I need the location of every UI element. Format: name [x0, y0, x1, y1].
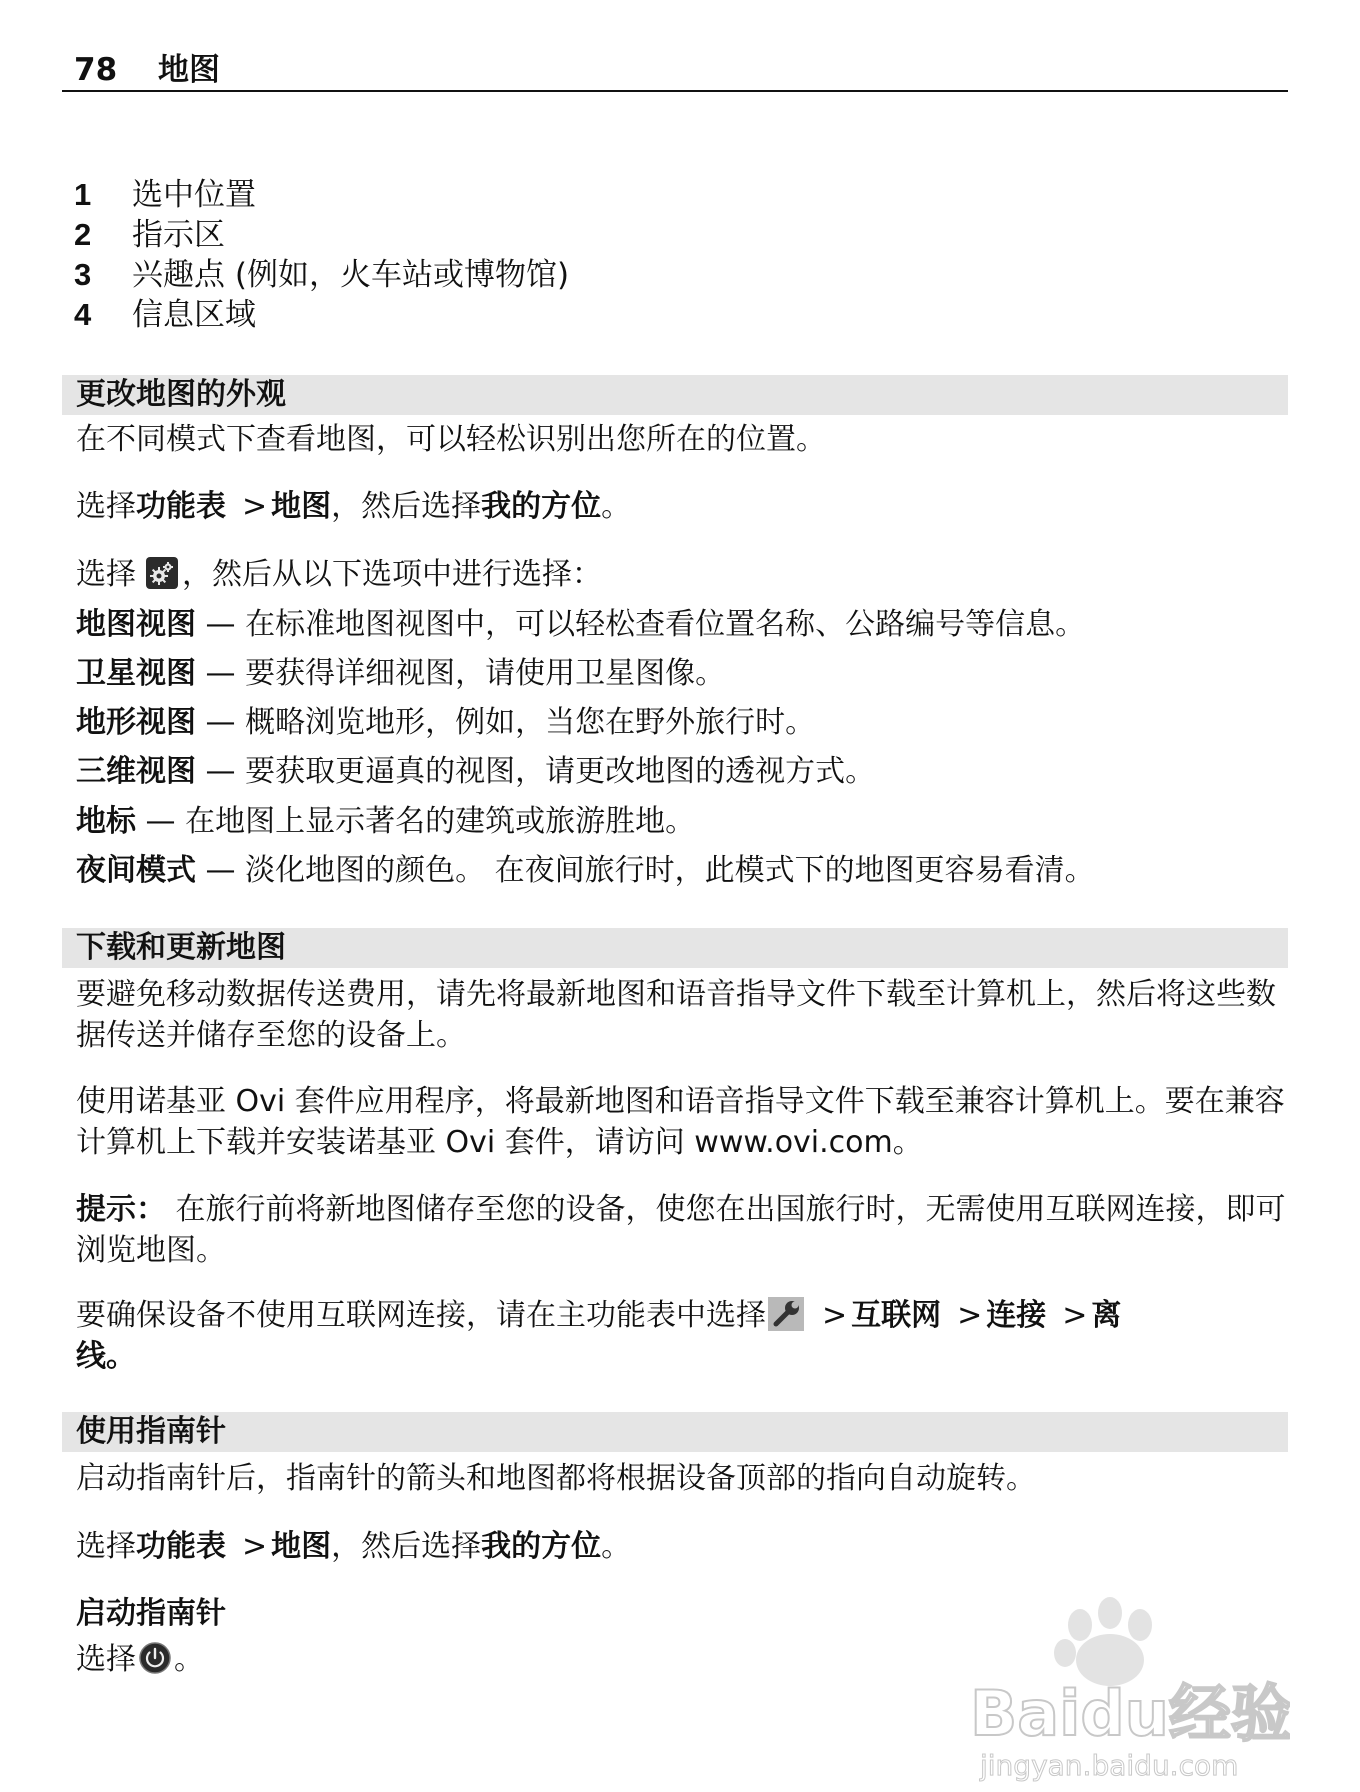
option-row: 夜间模式 — 淡化地图的颜色。 在夜间旅行时，此模式下的地图更容易看清。: [76, 853, 1095, 888]
instruction-paragraph: 选择 。: [76, 1642, 204, 1677]
internet-term: 互联网: [851, 1298, 942, 1333]
section-heading: 使用指南针: [62, 1412, 1288, 1452]
page-number: 78: [74, 52, 118, 88]
paragraph: 要避免移动数据传送费用，请先将最新地图和语音指导文件下载至计算机上，然后将这些数据传送并储存至您的设备上。: [76, 977, 1276, 1053]
option-row: 地标 — 在地图上显示著名的建筑或旅游胜地。: [76, 804, 696, 839]
callout-legend: [74, 175, 569, 335]
option-row: 地形视图 — 概略浏览地形，例如，当您在野外旅行时。: [76, 705, 816, 740]
instruction-paragraph: 选择功能表 > 地图，然后选择我的方位。: [76, 1529, 632, 1564]
tip-paragraph: 提示： 在旅行前将新地图储存至您的设备，使您在出国旅行时，无需使用互联网连接，即可浏览地图。: [76, 1192, 1286, 1268]
section-heading: 更改地图的外观: [62, 375, 1288, 415]
tip-label: 提示：: [76, 1192, 166, 1227]
gear-icon: [146, 557, 178, 589]
power-icon: [138, 1641, 172, 1675]
connection-term: 连接: [986, 1298, 1047, 1333]
menu-term: 功能表: [136, 1529, 226, 1564]
option-row: 三维视图 — 要获取更逼真的视图，请更改地图的透视方式。: [76, 754, 876, 789]
svg-text:jingyan.baidu.com: jingyan.baidu.com: [980, 1749, 1239, 1782]
option-row: 地图视图 — 在标准地图视图中，可以轻松查看位置名称、公路编号等信息。: [76, 607, 1086, 642]
subheading: 启动指南针: [76, 1596, 226, 1631]
option-row: 卫星视图 — 要获得详细视图，请使用卫星图像。: [76, 656, 726, 691]
legend-item: 3 兴趣点 (例如，火车站或博物馆): [74, 257, 570, 293]
instruction-paragraph: 选择功能表 > 地图，然后选择我的方位。: [76, 489, 632, 524]
position-term: 我的方位: [481, 489, 602, 524]
position-term: 我的方位: [481, 1529, 602, 1564]
paragraph: 启动指南针后，指南针的箭头和地图都将根据设备顶部的指向自动旋转。: [76, 1461, 1036, 1496]
instruction-paragraph: 要确保设备不使用互联网连接，请在主功能表中选择 > 互联网 > 连接 > 离: [76, 1298, 1122, 1333]
svg-text:Baidu经验: Baidu经验: [970, 1677, 1290, 1750]
section-heading: 下载和更新地图: [62, 928, 1288, 968]
wrench-icon: [768, 1297, 804, 1331]
offline-term: 离: [1091, 1298, 1122, 1333]
chapter-title: 地图: [158, 52, 220, 88]
page-header: [62, 50, 1288, 92]
instruction-paragraph: 选择 ，然后从以下选项中进行选择：: [76, 557, 602, 592]
legend-item: 2 指示区: [74, 217, 225, 253]
baidu-watermark: [960, 1585, 1290, 1785]
maps-term: 地图: [271, 489, 332, 524]
menu-term: 功能表: [136, 489, 226, 524]
paragraph: 使用诺基亚 Ovi 套件应用程序，将最新地图和语音指导文件下载至兼容计算机上。要在兼容计算机上下载并安装诺基亚 Ovi 套件，请访问 www.ovi.com。: [76, 1084, 1285, 1160]
paragraph: 在不同模式下查看地图，可以轻松识别出您所在的位置。: [76, 422, 826, 457]
instruction-continuation: 线。: [76, 1339, 136, 1374]
legend-item: 4 信息区域: [74, 297, 256, 333]
legend-item: 1 选中位置: [74, 177, 256, 213]
maps-term: 地图: [271, 1529, 332, 1564]
manual-page: [62, 0, 1288, 1792]
